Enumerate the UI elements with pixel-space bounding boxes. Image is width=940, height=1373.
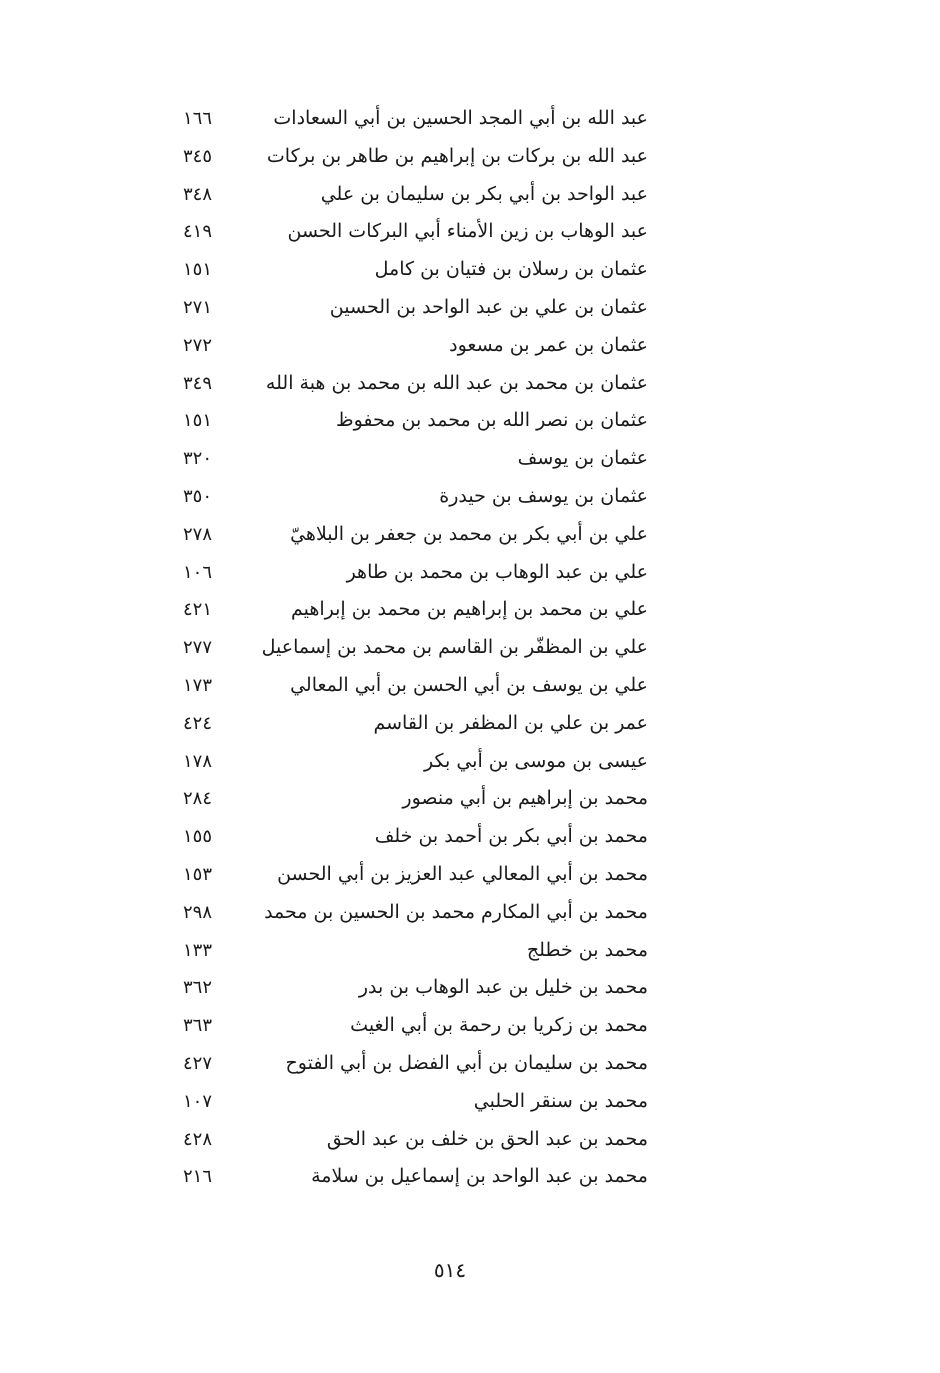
index-entry <box>0 629 940 667</box>
entry-page-number: ١٥٥ <box>183 826 213 848</box>
entry-name: عثمان بن نصر الله بن محمد بن محفوظ <box>336 409 648 432</box>
entry-name: علي بن محمد بن إبراهيم بن محمد بن إبراهيم <box>290 598 648 621</box>
entry-page-number: ٤٢١ <box>183 599 213 621</box>
entry-page-number: ١٥٣ <box>183 863 213 885</box>
entry-name: عثمان بن محمد بن عبد الله بن محمد بن هبة الله <box>265 371 648 394</box>
entry-name: علي بن عبد الوهاب بن محمد بن طاهر <box>346 560 648 583</box>
entry-page-number: ٤١٩ <box>183 221 213 243</box>
entry-page-number: ٣٢٠ <box>183 448 213 470</box>
entry-name: محمد بن أبي المكارم محمد بن الحسين بن محمد <box>264 900 648 923</box>
entry-page-number: ١٥١ <box>183 259 213 281</box>
entry-page-number: ٢٧٨ <box>183 523 213 545</box>
index-entry <box>0 780 940 818</box>
index-entry <box>0 969 940 1007</box>
entry-name: محمد بن زكريا بن رحمة بن أبي الغيث <box>350 1014 648 1037</box>
entry-name: علي بن المظفّر بن القاسم بن محمد بن إسماعيل <box>261 636 648 659</box>
index-entry <box>0 856 940 894</box>
entry-page-number: ١٦٦ <box>183 108 213 129</box>
entry-name: محمد بن عبد الحق بن خلف بن عبد الحق <box>326 1127 648 1150</box>
index-entry <box>0 591 940 629</box>
entry-name: محمد بن أبي بكر بن أحمد بن خلف <box>374 825 648 848</box>
index-entry <box>0 554 940 592</box>
index-entry <box>0 327 940 365</box>
index-entry <box>0 1121 940 1159</box>
index-list <box>0 100 940 1196</box>
entry-name: محمد بن خليل بن عبد الوهاب بن بدر <box>358 976 648 999</box>
entry-name: عثمان بن يوسف <box>517 447 648 470</box>
entry-page-number: ٢٧١ <box>183 296 213 318</box>
entry-page-number: ٤٢٤ <box>183 712 213 734</box>
entry-page-number: ٢٧٧ <box>183 637 213 659</box>
entry-name: محمد بن إبراهيم بن أبي منصور <box>402 787 648 810</box>
entry-page-number: ٢٧٢ <box>183 334 213 356</box>
entry-name: محمد بن سليمان بن أبي الفضل بن أبي الفتوح <box>285 1051 648 1074</box>
entry-page-number: ٣٦٣ <box>183 1015 213 1037</box>
entry-name: عبد الله بن أبي المجد الحسين بن أبي السعادات <box>273 107 648 129</box>
index-entry <box>0 176 940 214</box>
index-entry <box>0 213 940 251</box>
entry-name: محمد بن عبد الواحد بن إسماعيل بن سلامة <box>311 1165 648 1188</box>
entry-page-number: ٢٨٤ <box>183 788 213 810</box>
entry-page-number: ١٥١ <box>183 410 213 432</box>
entry-name: عبد الله بن بركات بن إبراهيم بن طاهر بن بركات <box>266 144 648 167</box>
index-entry <box>0 743 940 781</box>
entry-name: عمر بن علي بن المظفر بن القاسم <box>373 711 648 734</box>
entry-name: عثمان بن علي بن عبد الواحد بن الحسين <box>329 295 648 318</box>
entry-page-number: ١٧٨ <box>183 750 213 772</box>
entry-name: محمد بن خطلج <box>526 938 648 961</box>
entry-page-number: ١٠٦ <box>183 561 213 583</box>
entry-page-number: ٣٤٥ <box>183 145 213 167</box>
entry-page-number: ٣٥٠ <box>183 485 213 507</box>
entry-name: عبد الوهاب بن زين الأمناء أبي البركات الحسن <box>287 220 648 243</box>
index-entry <box>0 289 940 327</box>
index-entry <box>0 100 940 138</box>
index-entry <box>0 516 940 554</box>
index-entry <box>0 818 940 856</box>
entry-name: محمد بن سنقر الحلبي <box>473 1089 648 1112</box>
entry-name: علي بن يوسف بن أبي الحسن بن أبي المعالي <box>290 673 648 696</box>
entry-name: محمد بن أبي المعالي عبد العزيز بن أبي الحسن <box>277 862 648 885</box>
entry-page-number: ٤٢٨ <box>183 1128 213 1150</box>
index-entry <box>0 138 940 176</box>
entry-name: عثمان بن يوسف بن حيدرة <box>439 484 648 507</box>
index-entry <box>0 402 940 440</box>
entry-page-number: ٤٢٧ <box>183 1052 213 1074</box>
index-entry <box>0 365 940 403</box>
index-entry <box>0 478 940 516</box>
entry-name: عيسى بن موسى بن أبي بكر <box>424 749 648 772</box>
entry-name: عبد الواحد بن أبي بكر بن سليمان بن علي <box>320 182 648 205</box>
index-entry <box>0 440 940 478</box>
entry-page-number: ١٣٣ <box>183 939 213 961</box>
entry-name: عثمان بن رسلان بن فتيان بن كامل <box>374 258 648 281</box>
entry-page-number: ١٠٧ <box>183 1090 213 1112</box>
entry-page-number: ١٧٣ <box>183 674 213 696</box>
entry-page-number: ٣٤٨ <box>183 183 213 205</box>
entry-page-number: ٢١٦ <box>183 1166 213 1188</box>
index-entry <box>0 705 940 743</box>
index-entry <box>0 1083 940 1121</box>
index-entry <box>0 251 940 289</box>
entry-page-number: ٣٦٢ <box>183 977 213 999</box>
entry-page-number: ٢٩٨ <box>183 901 213 923</box>
entry-name: علي بن أبي بكر بن محمد بن جعفر بن البلاهيّ <box>290 522 648 545</box>
index-entry <box>0 1158 940 1196</box>
index-entry <box>0 932 940 970</box>
index-entry <box>0 1007 940 1045</box>
page-number: ٥١٤ <box>433 1258 467 1282</box>
index-entry <box>0 667 940 705</box>
index-entry <box>0 1045 940 1083</box>
entry-page-number: ٣٤٩ <box>183 372 213 394</box>
entry-name: عثمان بن عمر بن مسعود <box>449 333 648 356</box>
index-entry <box>0 894 940 932</box>
